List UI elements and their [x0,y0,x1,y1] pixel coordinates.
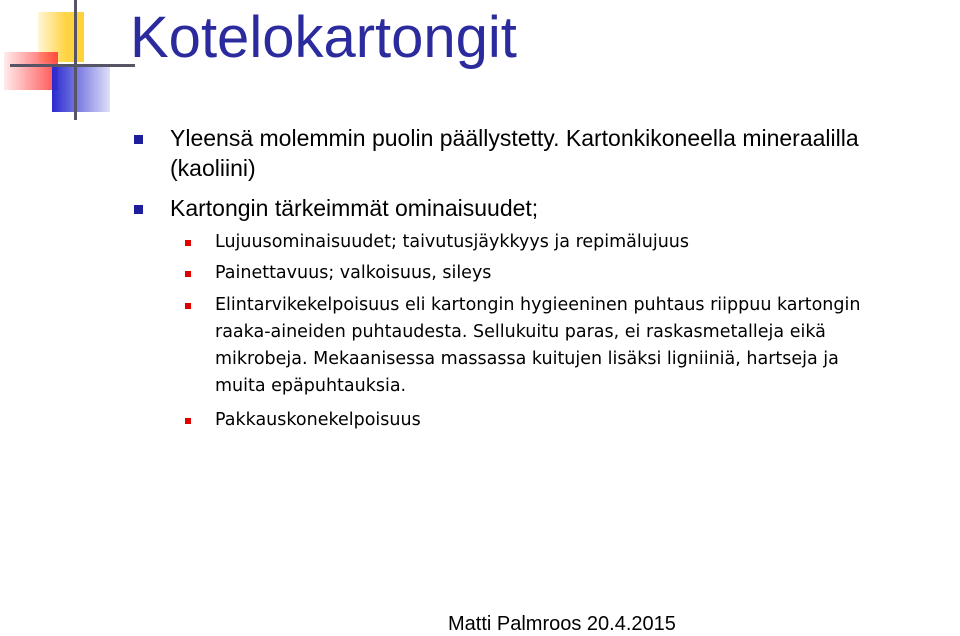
square-bullet-icon [185,271,191,277]
bullet-text-line: Kartongin tärkeimmät ominaisuudet; [170,195,539,221]
color-squares-logo-icon [0,0,140,120]
footer-author-date: Matti Palmroos 20.4.2015 [448,613,676,635]
sub-bullet-text-line: muita epäpuhtauksia. [215,376,407,396]
square-bullet-icon [134,135,143,144]
sub-bullet-item [215,229,689,256]
square-bullet-icon [185,303,191,309]
sub-bullet-text-line: Painettavuus; valkoisuus, sileys [215,263,492,283]
sub-bullet-text-line: Elintarvikekelpoisuus eli kartongin hygieeninen puhtaus riippuu kartongin [215,295,861,315]
sub-bullet-text-line: mikrobeja. Mekaanisessa massassa kuitujen lisäksi ligniiniä, hartseja ja [215,349,839,369]
bullet-text-line: (kaoliini) [170,155,256,181]
square-bullet-icon [185,418,191,424]
sub-bullet-text-line: raaka-aineiden puhtaudesta. Sellukuitu paras, ei raskasmetalleja eikä [215,322,826,342]
bullet-item [170,123,859,183]
sub-bullet-text-line: Lujuusominaisuudet; taivutusjäykkyys ja repimälujuus [215,232,690,252]
sub-bullet-item [215,260,491,287]
sub-bullet-item [215,292,860,400]
sub-bullet-text-line: Pakkauskonekelpoisuus [215,410,421,430]
sub-bullet-item [215,407,421,434]
slide-title: Kotelokartongit [130,5,517,70]
bullet-item [170,193,538,223]
square-bullet-icon [185,240,191,246]
bullet-text-line: Yleensä molemmin puolin päällystetty. Kartonkikoneella mineraalilla [170,125,859,151]
square-bullet-icon [134,205,143,214]
